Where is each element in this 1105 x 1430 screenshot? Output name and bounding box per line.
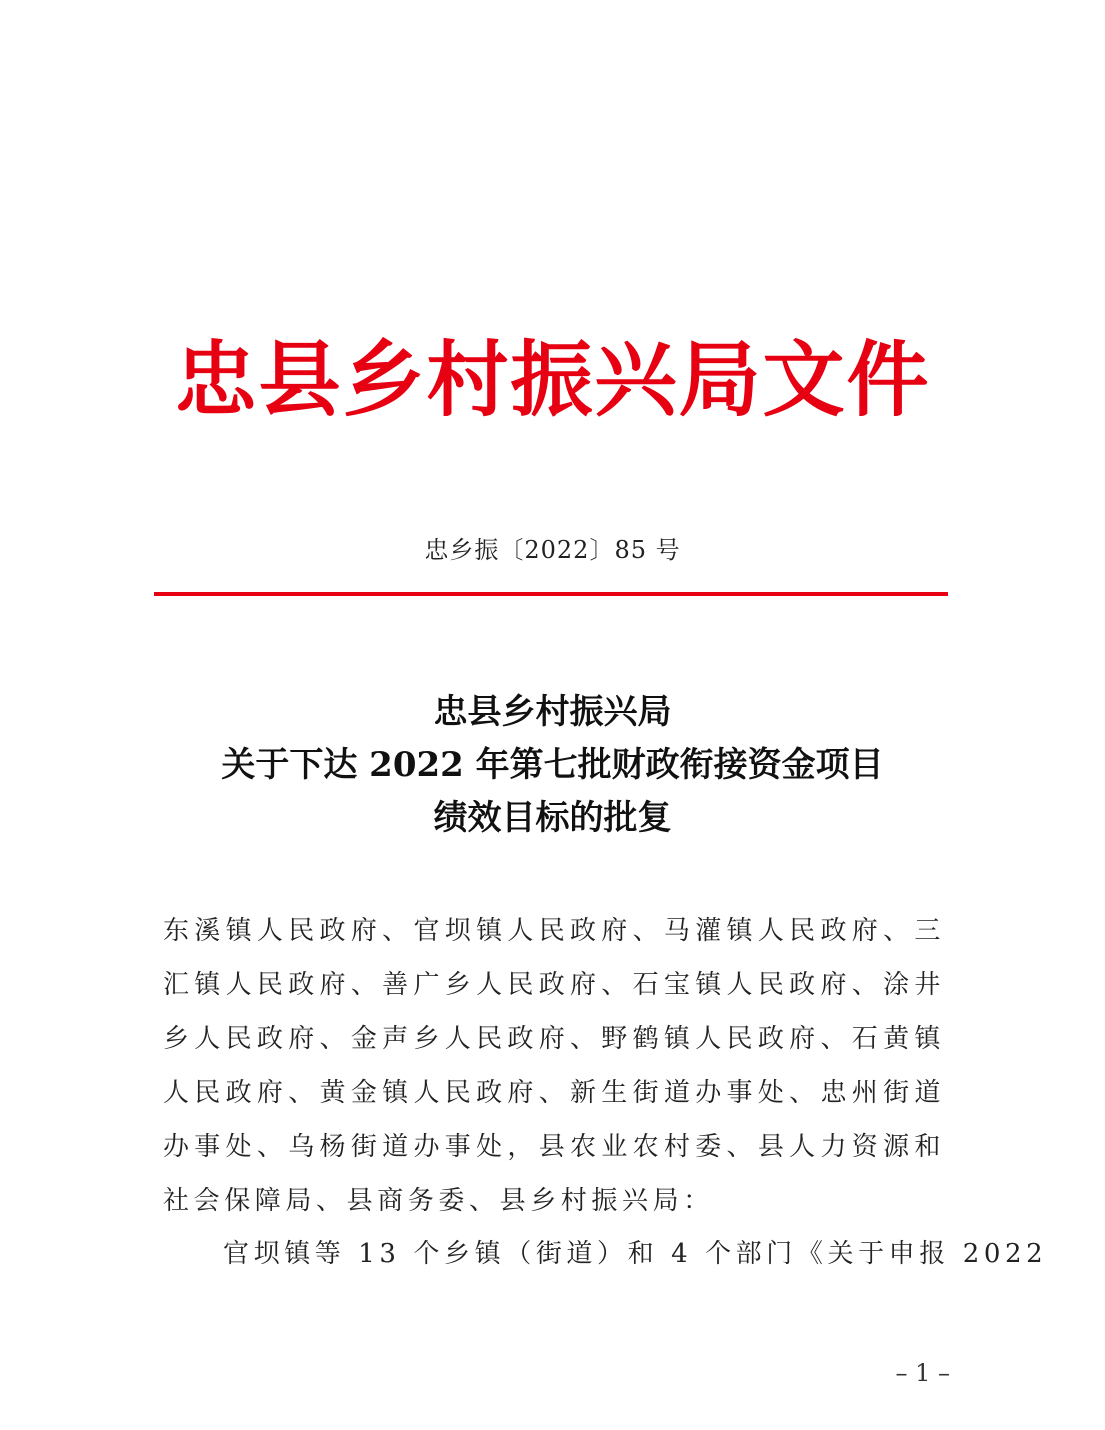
document-number: 忠乡振〔2022〕85 号 bbox=[424, 536, 681, 564]
masthead-title: 忠县乡村振兴局文件 bbox=[174, 332, 931, 428]
document-title bbox=[150, 686, 955, 845]
red-divider-line bbox=[154, 592, 948, 596]
title-line-2: 关于下达 2022 年第七批财政衔接资金项目 bbox=[221, 745, 884, 785]
page-number: – 1 – bbox=[895, 1359, 950, 1387]
title-line-1: 忠县乡村振兴局 bbox=[433, 692, 672, 732]
body-paragraph: 官坝镇等 13 个乡镇（街道）和 4 个部门《关于申报 2022 bbox=[223, 1239, 1048, 1269]
title-line-3: 绩效目标的批复 bbox=[433, 798, 672, 838]
recipients-paragraph: 东溪镇人民政府、官坝镇人民政府、马灌镇人民政府、三汇镇人民政府、善广乡人民政府、石宝镇人民政府、涂井乡人民政府、金声乡人民政府、野鹤镇人民政府、石黄镇人民政府、黄金镇人民政府、新生街道办事处、忠州街道办事处、乌杨街道办事处，县农业农村委、县人力资源和社会保障局、县商务委、县乡村振兴局： bbox=[163, 916, 945, 1216]
